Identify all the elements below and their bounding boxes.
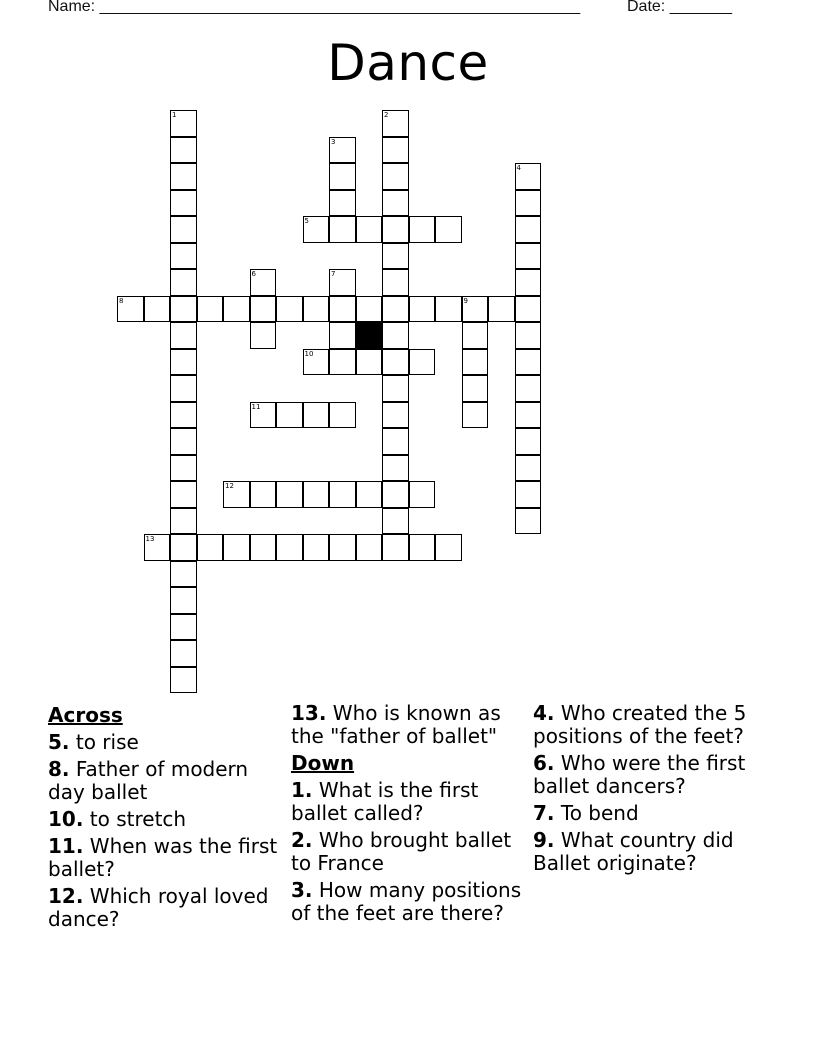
- grid-cell[interactable]: [515, 375, 542, 402]
- clue-text: Who were the first ballet dancers?: [533, 751, 746, 798]
- grid-cell[interactable]: [356, 296, 383, 323]
- grid-cell[interactable]: [382, 402, 409, 429]
- grid-cell[interactable]: [382, 243, 409, 270]
- grid-cell[interactable]: [170, 110, 197, 137]
- clue-number: 11.: [48, 834, 84, 858]
- grid-cell[interactable]: [170, 667, 197, 694]
- grid-cell[interactable]: [144, 534, 171, 561]
- grid-cell[interactable]: [515, 349, 542, 376]
- grid-cell[interactable]: [382, 349, 409, 376]
- cell-number: 2: [384, 111, 389, 119]
- grid-cell[interactable]: [515, 163, 542, 190]
- grid-cell[interactable]: [170, 269, 197, 296]
- grid-cell[interactable]: [250, 322, 277, 349]
- grid-cell[interactable]: [356, 481, 383, 508]
- grid-cell[interactable]: [435, 296, 462, 323]
- name-field: Name: ______________________________________________________: [48, 0, 581, 15]
- clues-column-1: [48, 702, 283, 935]
- grid-cell[interactable]: [170, 216, 197, 243]
- grid-cell[interactable]: [170, 561, 197, 588]
- grid-cell[interactable]: [276, 296, 303, 323]
- grid-cell[interactable]: [197, 296, 224, 323]
- grid-cell[interactable]: [435, 216, 462, 243]
- grid-cell[interactable]: [329, 137, 356, 164]
- grid-cell[interactable]: [276, 534, 303, 561]
- grid-cell[interactable]: [303, 216, 330, 243]
- grid-cell[interactable]: [276, 481, 303, 508]
- grid-cell[interactable]: [462, 402, 489, 429]
- grid-cell[interactable]: [170, 137, 197, 164]
- grid-cell[interactable]: [409, 481, 436, 508]
- clue-text: Who created the 5 positions of the feet?: [533, 701, 747, 748]
- grid-cell[interactable]: [329, 322, 356, 349]
- grid-cell[interactable]: [170, 322, 197, 349]
- clue-down-3: [291, 879, 526, 925]
- clue-number: 1.: [291, 778, 313, 802]
- cell-number: 1: [172, 111, 177, 119]
- clue-number: 2.: [291, 828, 313, 852]
- grid-cell[interactable]: [329, 216, 356, 243]
- grid-cell[interactable]: [515, 296, 542, 323]
- clue-number: 3.: [291, 878, 313, 902]
- grid-cell[interactable]: [250, 269, 277, 296]
- clue-number: 6.: [533, 751, 555, 775]
- clue-number: 7.: [533, 801, 555, 825]
- grid-cell[interactable]: [170, 349, 197, 376]
- clues-column-3: [533, 702, 768, 879]
- grid-cell[interactable]: [515, 269, 542, 296]
- grid-cell[interactable]: [435, 534, 462, 561]
- clue-down-2: [291, 829, 526, 875]
- grid-cell[interactable]: [303, 296, 330, 323]
- clue-down-6: [533, 752, 768, 798]
- grid-cell[interactable]: [382, 322, 409, 349]
- cell-number: 11: [251, 402, 261, 411]
- grid-cell[interactable]: [223, 534, 250, 561]
- grid-cell[interactable]: [462, 375, 489, 402]
- clues-column-2: [291, 702, 526, 929]
- clue-text: to rise: [69, 730, 139, 754]
- grid-cell[interactable]: [382, 269, 409, 296]
- grid-cell[interactable]: [515, 243, 542, 270]
- clue-across-10: [48, 808, 283, 831]
- grid-cell[interactable]: [303, 402, 330, 429]
- clue-text: Which royal loved dance?: [48, 884, 269, 931]
- grid-cell[interactable]: [250, 402, 277, 429]
- grid-cell[interactable]: [117, 296, 144, 323]
- grid-cell[interactable]: [170, 402, 197, 429]
- clue-number: 4.: [533, 701, 555, 725]
- across-heading: Across: [48, 703, 123, 727]
- clue-down-4: [533, 702, 768, 748]
- clue-number: 12.: [48, 884, 84, 908]
- clue-down-7: [533, 802, 768, 825]
- grid-cell[interactable]: [250, 481, 277, 508]
- clue-number: 5.: [48, 730, 70, 754]
- clue-text: What country did Ballet originate?: [533, 828, 734, 875]
- grid-cell[interactable]: [144, 296, 171, 323]
- grid-cell[interactable]: [329, 402, 356, 429]
- cell-number: 3: [331, 137, 336, 146]
- grid-cell[interactable]: [382, 163, 409, 190]
- grid-cell[interactable]: [170, 534, 197, 561]
- clue-across-12: [48, 885, 283, 931]
- grid-cell[interactable]: [329, 163, 356, 190]
- cell-number: 8: [119, 296, 124, 305]
- grid-cell[interactable]: [382, 216, 409, 243]
- grid-cell[interactable]: [409, 534, 436, 561]
- grid-cell[interactable]: [170, 190, 197, 217]
- clue-text: How many positions of the feet are there?: [291, 878, 522, 925]
- grid-cell[interactable]: [329, 349, 356, 376]
- clue-number: 8.: [48, 757, 70, 781]
- clue-down-1: [291, 779, 526, 825]
- grid-cell[interactable]: [170, 428, 197, 455]
- grid-cell[interactable]: [515, 216, 542, 243]
- grid-cell[interactable]: [382, 534, 409, 561]
- grid-cell[interactable]: [462, 322, 489, 349]
- grid-cell[interactable]: [276, 402, 303, 429]
- grid-cell[interactable]: [382, 137, 409, 164]
- grid-cell[interactable]: [250, 296, 277, 323]
- grid-cell[interactable]: [382, 508, 409, 535]
- clue-across-8: [48, 758, 283, 804]
- clue-text: to stretch: [83, 807, 187, 831]
- grid-cell[interactable]: [170, 587, 197, 614]
- grid-cell[interactable]: [303, 349, 330, 376]
- grid-cell[interactable]: [382, 428, 409, 455]
- cell-number: 7: [331, 270, 336, 278]
- clue-number: 13.: [291, 701, 327, 725]
- grid-cell[interactable]: [303, 481, 330, 508]
- grid-cell[interactable]: [382, 481, 409, 508]
- grid-cell[interactable]: [170, 640, 197, 667]
- cell-number: 12: [225, 482, 234, 490]
- grid-cell[interactable]: [515, 402, 542, 429]
- grid-cell[interactable]: [462, 349, 489, 376]
- grid-cell[interactable]: [356, 534, 383, 561]
- clue-text: What is the first ballet called?: [291, 778, 479, 825]
- grid-cell[interactable]: [223, 296, 250, 323]
- cell-number: 10: [304, 349, 314, 358]
- cell-number: 9: [463, 296, 468, 305]
- grid-cell[interactable]: [170, 296, 197, 323]
- date-field: Date: _______: [627, 0, 732, 15]
- grid-cell[interactable]: [382, 375, 409, 402]
- clue-across-13: [291, 702, 526, 748]
- clue-across-5: [48, 731, 283, 754]
- page-title: Dance: [327, 34, 489, 92]
- grid-cell[interactable]: [515, 428, 542, 455]
- grid-cell[interactable]: [382, 296, 409, 323]
- clue-text: When was the first ballet?: [48, 834, 278, 881]
- grid-cell[interactable]: [356, 349, 383, 376]
- grid-cell[interactable]: [329, 481, 356, 508]
- grid-cell[interactable]: [409, 216, 436, 243]
- grid-cell[interactable]: [329, 190, 356, 217]
- grid-cell[interactable]: [329, 269, 356, 296]
- grid-cell[interactable]: [303, 534, 330, 561]
- grid-cell[interactable]: [329, 534, 356, 561]
- grid-cell[interactable]: [170, 375, 197, 402]
- grid-cell[interactable]: [382, 190, 409, 217]
- grid-cell[interactable]: [488, 296, 515, 323]
- grid-cell[interactable]: [170, 481, 197, 508]
- clue-across-11: [48, 835, 283, 881]
- grid-cell[interactable]: [170, 163, 197, 190]
- cell-number: 13: [145, 535, 155, 543]
- clue-text: Who brought ballet to France: [291, 828, 512, 875]
- grid-cell[interactable]: [515, 322, 542, 349]
- clue-text: Who is known as the "father of ballet": [291, 701, 501, 748]
- grid-cell[interactable]: [382, 110, 409, 137]
- grid-cell[interactable]: [356, 216, 383, 243]
- clue-down-9: [533, 829, 768, 875]
- grid-cell[interactable]: [223, 481, 250, 508]
- cell-number: 6: [251, 270, 256, 278]
- clue-text: Father of modern day ballet: [48, 757, 249, 804]
- grid-cell[interactable]: [515, 508, 542, 535]
- grid-cell[interactable]: [409, 349, 436, 376]
- grid-cell[interactable]: [170, 243, 197, 270]
- black-square: [356, 322, 383, 349]
- clue-number: 10.: [48, 807, 84, 831]
- grid-cell[interactable]: [329, 296, 356, 323]
- grid-cell[interactable]: [382, 455, 409, 482]
- down-heading: Down: [291, 751, 355, 775]
- grid-cell[interactable]: [170, 614, 197, 641]
- grid-cell[interactable]: [170, 508, 197, 535]
- grid-cell[interactable]: [515, 481, 542, 508]
- cell-number: 4: [516, 164, 521, 172]
- grid-cell[interactable]: [250, 534, 277, 561]
- grid-cell[interactable]: [462, 296, 489, 323]
- grid-cell[interactable]: [515, 190, 542, 217]
- grid-cell[interactable]: [170, 455, 197, 482]
- clue-text: To bend: [554, 801, 639, 825]
- clue-number: 9.: [533, 828, 555, 852]
- grid-cell[interactable]: [409, 296, 436, 323]
- cell-number: 5: [304, 217, 309, 225]
- grid-cell[interactable]: [197, 534, 224, 561]
- grid-cell[interactable]: [515, 455, 542, 482]
